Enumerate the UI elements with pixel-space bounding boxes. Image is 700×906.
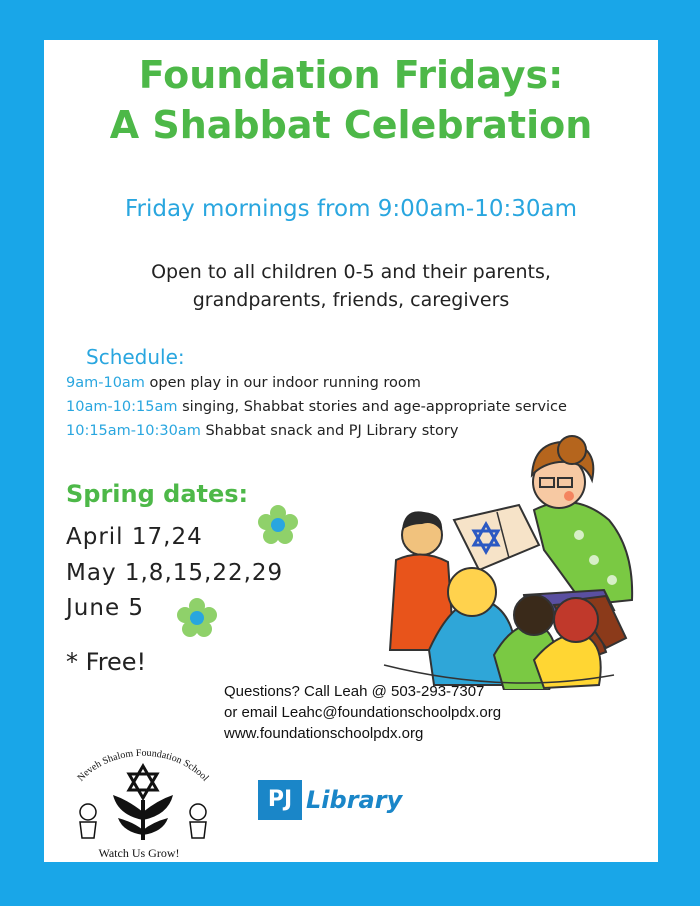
audience-line-1: Open to all children 0-5 and their parents, (151, 261, 551, 283)
schedule-time: 10:15am-10:30am (66, 423, 201, 439)
date-line-may: May 1,8,15,22,29 (66, 560, 284, 586)
contact-phone: Questions? Call Leah @ 503-293-7307 (224, 683, 485, 700)
flyer-page (44, 40, 658, 862)
school-tagline: Watch Us Grow! (98, 846, 180, 860)
pj-logo-text: Library (306, 786, 403, 814)
title-line-1: Foundation Fridays: (138, 53, 564, 97)
audience-line-2: grandparents, friends, caregivers (192, 289, 510, 311)
date-line-june: June 5 (66, 595, 145, 621)
schedule-text: Shabbat snack and PJ Library story (205, 423, 459, 439)
flower-icon (177, 598, 217, 638)
schedule-time: 9am-10am (66, 375, 145, 391)
contact-block (224, 681, 501, 744)
schedule-heading: Schedule: (86, 345, 185, 369)
spring-dates-heading: Spring dates: (66, 480, 249, 508)
title-line-2: A Shabbat Celebration (109, 103, 593, 147)
schedule-item (66, 399, 567, 415)
date-line-april: April 17,24 (66, 524, 203, 550)
schedule-time: 10am-10:15am (66, 399, 178, 415)
free-note: * Free! (66, 648, 147, 676)
schedule-text: singing, Shabbat stories and age-appropriate service (182, 399, 567, 415)
flower-icon (258, 505, 298, 545)
schedule-item (66, 375, 421, 391)
pj-library-logo (258, 780, 402, 820)
story-time-illustration (344, 420, 644, 690)
schedule-text: open play in our indoor running room (149, 375, 421, 391)
event-time: Friday mornings from 9:00am-10:30am (124, 196, 578, 222)
contact-website[interactable]: www.foundationschoolpdx.org (224, 725, 424, 742)
pj-logo-box: PJ (258, 780, 302, 820)
school-arc-text: Neveh Shalom Foundation School (75, 747, 211, 784)
contact-email[interactable]: or email Leahc@foundationschoolpdx.org (224, 704, 502, 721)
school-logo (58, 740, 228, 848)
